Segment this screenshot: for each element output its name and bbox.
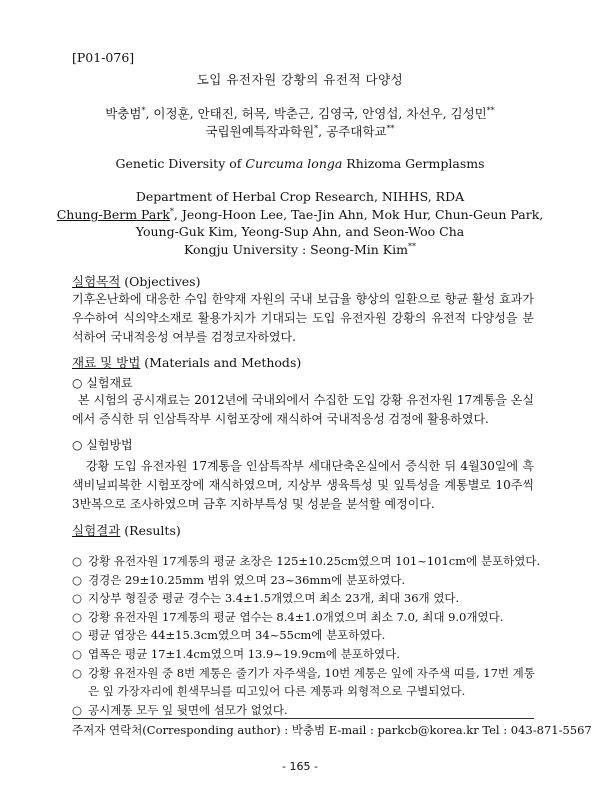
methods-subheading: ○ 실험방법	[72, 438, 133, 452]
list-item: ○ 지상부 형질중 평균 경수는 3.4±1.5개였으며 최소 23개, 최대 36개 였다.	[72, 589, 542, 608]
corresponding-author: 주저자 연락처(Corresponding author) : 박충범 E-mail : parkcb@korea.kr Tel : 043-871-5567	[72, 723, 592, 737]
list-item: ○ 공시계통 모두 잎 뒷면에 섬모가 없었다.	[72, 701, 542, 720]
list-item: ○ 평균 엽장은 44±15.3cm였으며 34~55cm에 분포하였다.	[72, 626, 542, 645]
department: Department of Herbal Crop Research, NIHHS, RDA	[135, 189, 465, 204]
authors-korean	[0, 105, 600, 141]
methods-text: 강황 도입 유전자원 17계통을 인삼특작부 세대단축온실에서 증식한 뒤 4월30일에 흑색비닐피복한 시험포장에 재식하였으며, 지상부 생육특성 및 잎특성을 계통별로 10주씩 3반복으로 조사하였으며 금후 지하부특성 및 성분을 분석할 예정이다.	[72, 459, 534, 511]
list-item: ○ 강황 유전자원 17계통의 평균 초장은 125±10.25cm였으며 101~101cm에 분포하였다.	[72, 552, 542, 571]
materials-text: 본 시험의 공시재료는 2012년에 국내외에서 수집한 도입 강황 유전자원 17계통을 온실에서 증식한 뒤 인삼특작부 시험포장에 재식하여 국내적응성 검정에 활용하였다.	[72, 393, 534, 426]
materials-heading: 재료 및 방법 (Materials and Methods)	[72, 355, 302, 370]
list-item: ○ 엽폭은 평균 17±1.4cm였으며 13.9~19.9cm에 분포하였다.	[72, 645, 542, 664]
title-english: Genetic Diversity of Curcuma longa Rhizoma Germplasms	[115, 156, 485, 171]
objectives-text: 기후온난화에 대응한 수입 한약재 자원의 국내 보급율 향상의 일환으로 향균 활성 효과가 우수하여 식의약소재로 활용가치가 기대되는 도입 유전자원 강황의 유전적 다양성을 분석하여 국내적응성 여부를 검정코자하였다.	[72, 292, 534, 344]
bullet-circle: ○	[72, 609, 83, 624]
authors-english-line3: Young-Guk Kim, Yeong-Sup Ahn, and Seon-Woo Cha	[135, 224, 465, 239]
objectives-heading: 실험목적 (Objectives)	[72, 274, 201, 289]
results-heading: 실험결과 (Results)	[72, 523, 181, 538]
bullet-circle: ○	[72, 572, 83, 587]
list-item: ○ 경경은 29±10.25mm 범위 였으며 23~36mm에 분포하였다.	[72, 571, 542, 590]
page-number: - 165 -	[282, 760, 318, 773]
bullet-circle: ○	[72, 646, 83, 661]
footer-divider	[72, 718, 534, 719]
bullet-circle: ○	[72, 665, 83, 680]
list-item: ○ 강황 유전자원 중 8번 계통은 줄기가 자주색을, 10번 계통은 잎에 자주색 띠를, 17번 계통은 잎 가장자리에 흰색무늬를 띠고있어 다른 계통과 외형적으로 구별되었다.	[72, 665, 535, 699]
species-name: Curcuma longa	[245, 156, 343, 171]
bullet-circle: ○	[72, 702, 83, 717]
presenting-author: Chung-Berm Park	[56, 206, 170, 222]
bullet-circle: ○	[72, 554, 83, 568]
title-korean: 도입 유전자원 강황의 유전적 다양성	[196, 72, 404, 87]
results-list	[72, 552, 542, 719]
poster-code: [P01-076]	[72, 50, 135, 65]
bullet-circle: ○	[72, 628, 83, 643]
materials-subheading: ○ 실험재료	[72, 376, 133, 390]
authors-english	[0, 188, 600, 258]
authors-english-line4: Kongju University : Seong-Min Kim**	[184, 241, 416, 257]
list-item: ○ 강황 유전자원 17계통의 평균 엽수는 8.4±1.0개였으며 최소 7.0, 최대 9.0개였다.	[72, 608, 542, 627]
affiliation-korean: 국립원예특작과학원*, 공주대학교**	[205, 123, 395, 139]
authors-english-line2: Chung-Berm Park*, Jeong-Hoon Lee, Tae-Jin Ahn, Mok Hur, Chun-Geun Park,	[56, 206, 544, 222]
bullet-circle: ○	[72, 591, 83, 606]
authors-korean-line1: 박충범*, 이정훈, 안태진, 허목, 박춘근, 김영국, 안영섭, 차선우, 김성민**	[105, 105, 495, 121]
